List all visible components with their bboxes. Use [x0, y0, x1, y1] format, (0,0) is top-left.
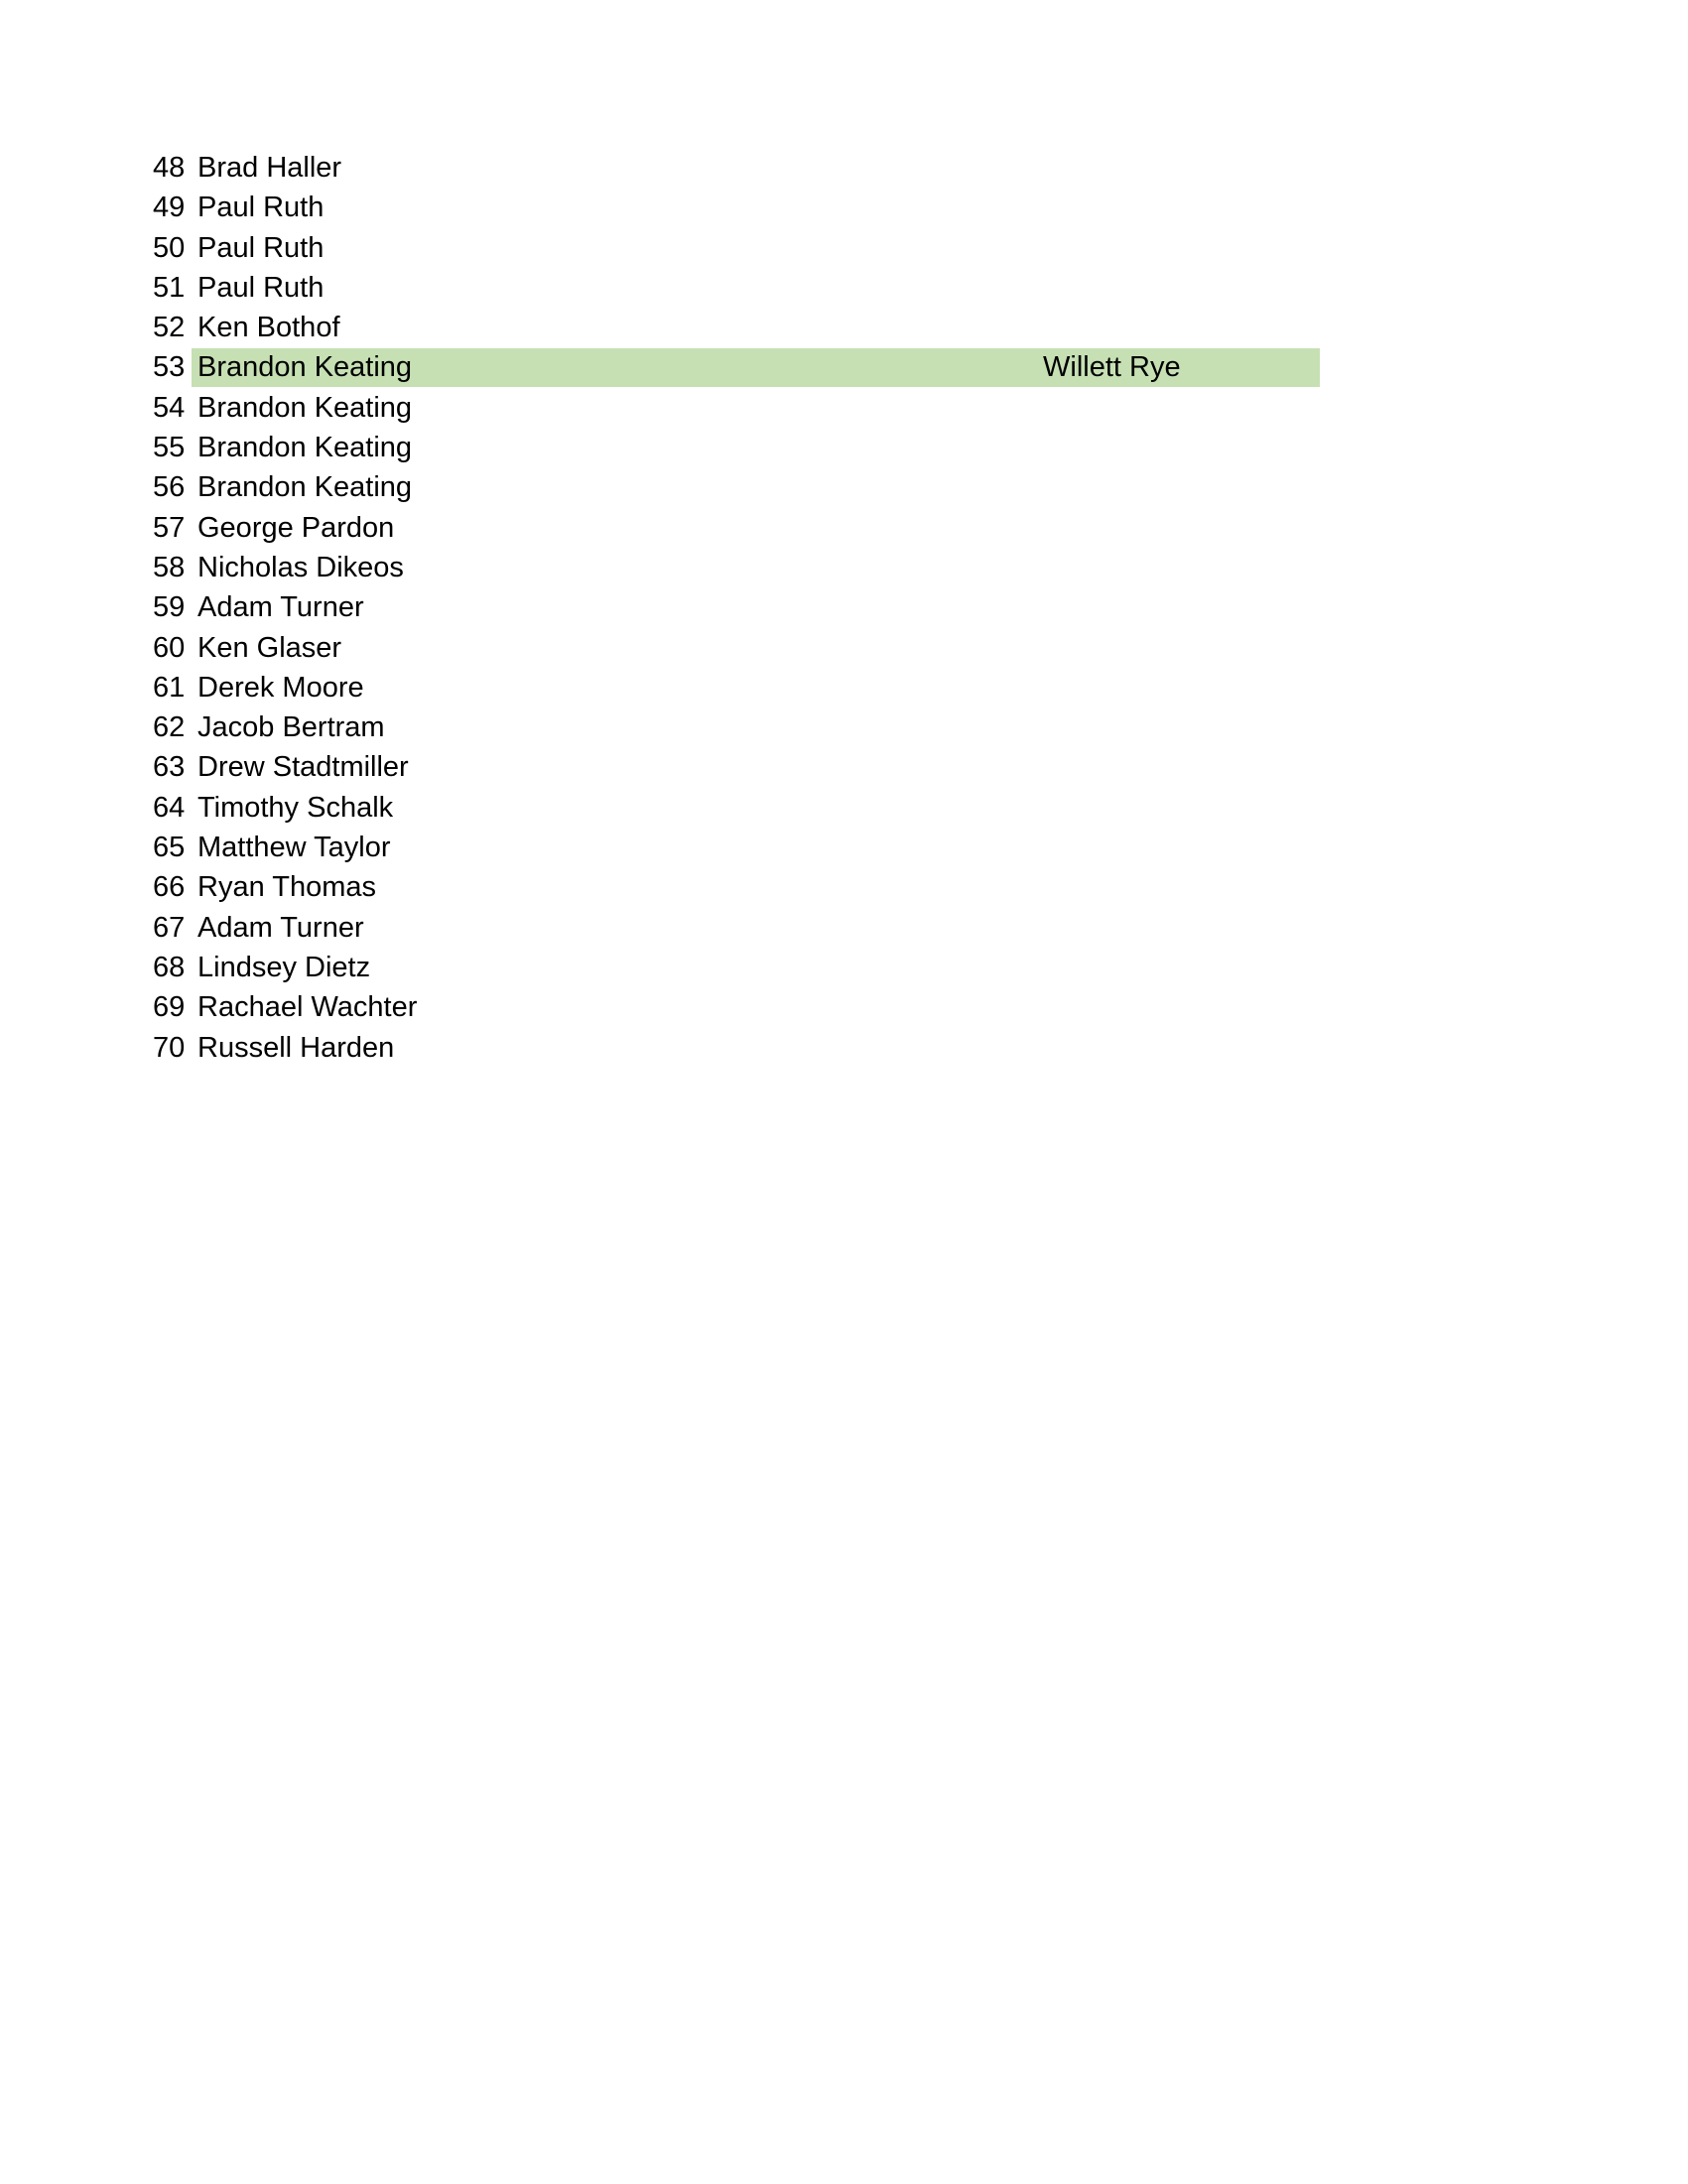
player-name: Brad Haller	[197, 152, 342, 184]
player-name: Paul Ruth	[197, 192, 325, 224]
row-number: 65	[153, 832, 186, 864]
list-item	[149, 707, 1320, 747]
row-number: 55	[153, 432, 186, 464]
list-item	[149, 388, 1320, 428]
player-name: Russell Harden	[197, 1031, 395, 1064]
player-name: Paul Ruth	[197, 271, 325, 304]
list-item	[149, 428, 1320, 467]
row-number: 60	[153, 631, 186, 664]
row-number: 67	[153, 911, 186, 944]
entry-list	[149, 148, 1320, 1068]
player-name: Brandon Keating	[197, 351, 413, 384]
list-item	[149, 148, 1320, 188]
row-number: 48	[153, 152, 186, 184]
player-name: Adam Turner	[197, 911, 364, 944]
list-item	[149, 467, 1320, 507]
row-number: 62	[153, 711, 186, 744]
player-name: George Pardon	[197, 511, 395, 544]
row-number: 49	[153, 192, 186, 224]
list-item	[149, 188, 1320, 227]
list-item	[149, 228, 1320, 268]
list-item	[149, 268, 1320, 308]
player-name: Ken Glaser	[197, 631, 342, 664]
player-name: Brandon Keating	[197, 391, 413, 424]
list-item	[149, 548, 1320, 587]
row-number: 58	[153, 551, 186, 583]
list-item	[149, 628, 1320, 668]
list-item	[149, 508, 1320, 548]
list-item	[149, 747, 1320, 787]
list-item	[149, 908, 1320, 948]
row-number: 61	[153, 671, 186, 704]
row-number: 57	[153, 511, 186, 544]
player-name: Nicholas Dikeos	[197, 551, 404, 583]
row-number: 53	[153, 351, 186, 384]
row-number: 64	[153, 791, 186, 824]
player-name: Ken Bothof	[197, 312, 340, 344]
player-name: Timothy Schalk	[197, 791, 394, 824]
player-name: Jacob Bertram	[197, 711, 385, 744]
list-item	[149, 1028, 1320, 1068]
row-number: 66	[153, 871, 186, 904]
list-item	[149, 347, 1320, 387]
list-item	[149, 948, 1320, 987]
course-name: Willett Rye	[1043, 351, 1181, 384]
row-number: 51	[153, 271, 186, 304]
row-number: 54	[153, 391, 186, 424]
row-number: 70	[153, 1031, 186, 1064]
player-name: Matthew Taylor	[197, 832, 391, 864]
list-item	[149, 987, 1320, 1027]
player-name: Ryan Thomas	[197, 871, 376, 904]
row-number: 63	[153, 751, 186, 784]
list-item	[149, 788, 1320, 828]
row-number: 50	[153, 231, 186, 264]
list-item	[149, 587, 1320, 627]
player-name: Brandon Keating	[197, 432, 413, 464]
player-name: Drew Stadtmiller	[197, 751, 409, 784]
list-item	[149, 867, 1320, 907]
player-name: Adam Turner	[197, 591, 364, 624]
list-item	[149, 828, 1320, 867]
row-number: 68	[153, 951, 186, 983]
player-name: Derek Moore	[197, 671, 364, 704]
player-name: Brandon Keating	[197, 471, 413, 504]
player-name: Rachael Wachter	[197, 991, 418, 1024]
row-number: 52	[153, 312, 186, 344]
player-name: Paul Ruth	[197, 231, 325, 264]
list-item	[149, 668, 1320, 707]
row-number: 69	[153, 991, 186, 1024]
row-number: 59	[153, 591, 186, 624]
player-name: Lindsey Dietz	[197, 951, 371, 983]
list-item	[149, 308, 1320, 347]
row-number: 56	[153, 471, 186, 504]
